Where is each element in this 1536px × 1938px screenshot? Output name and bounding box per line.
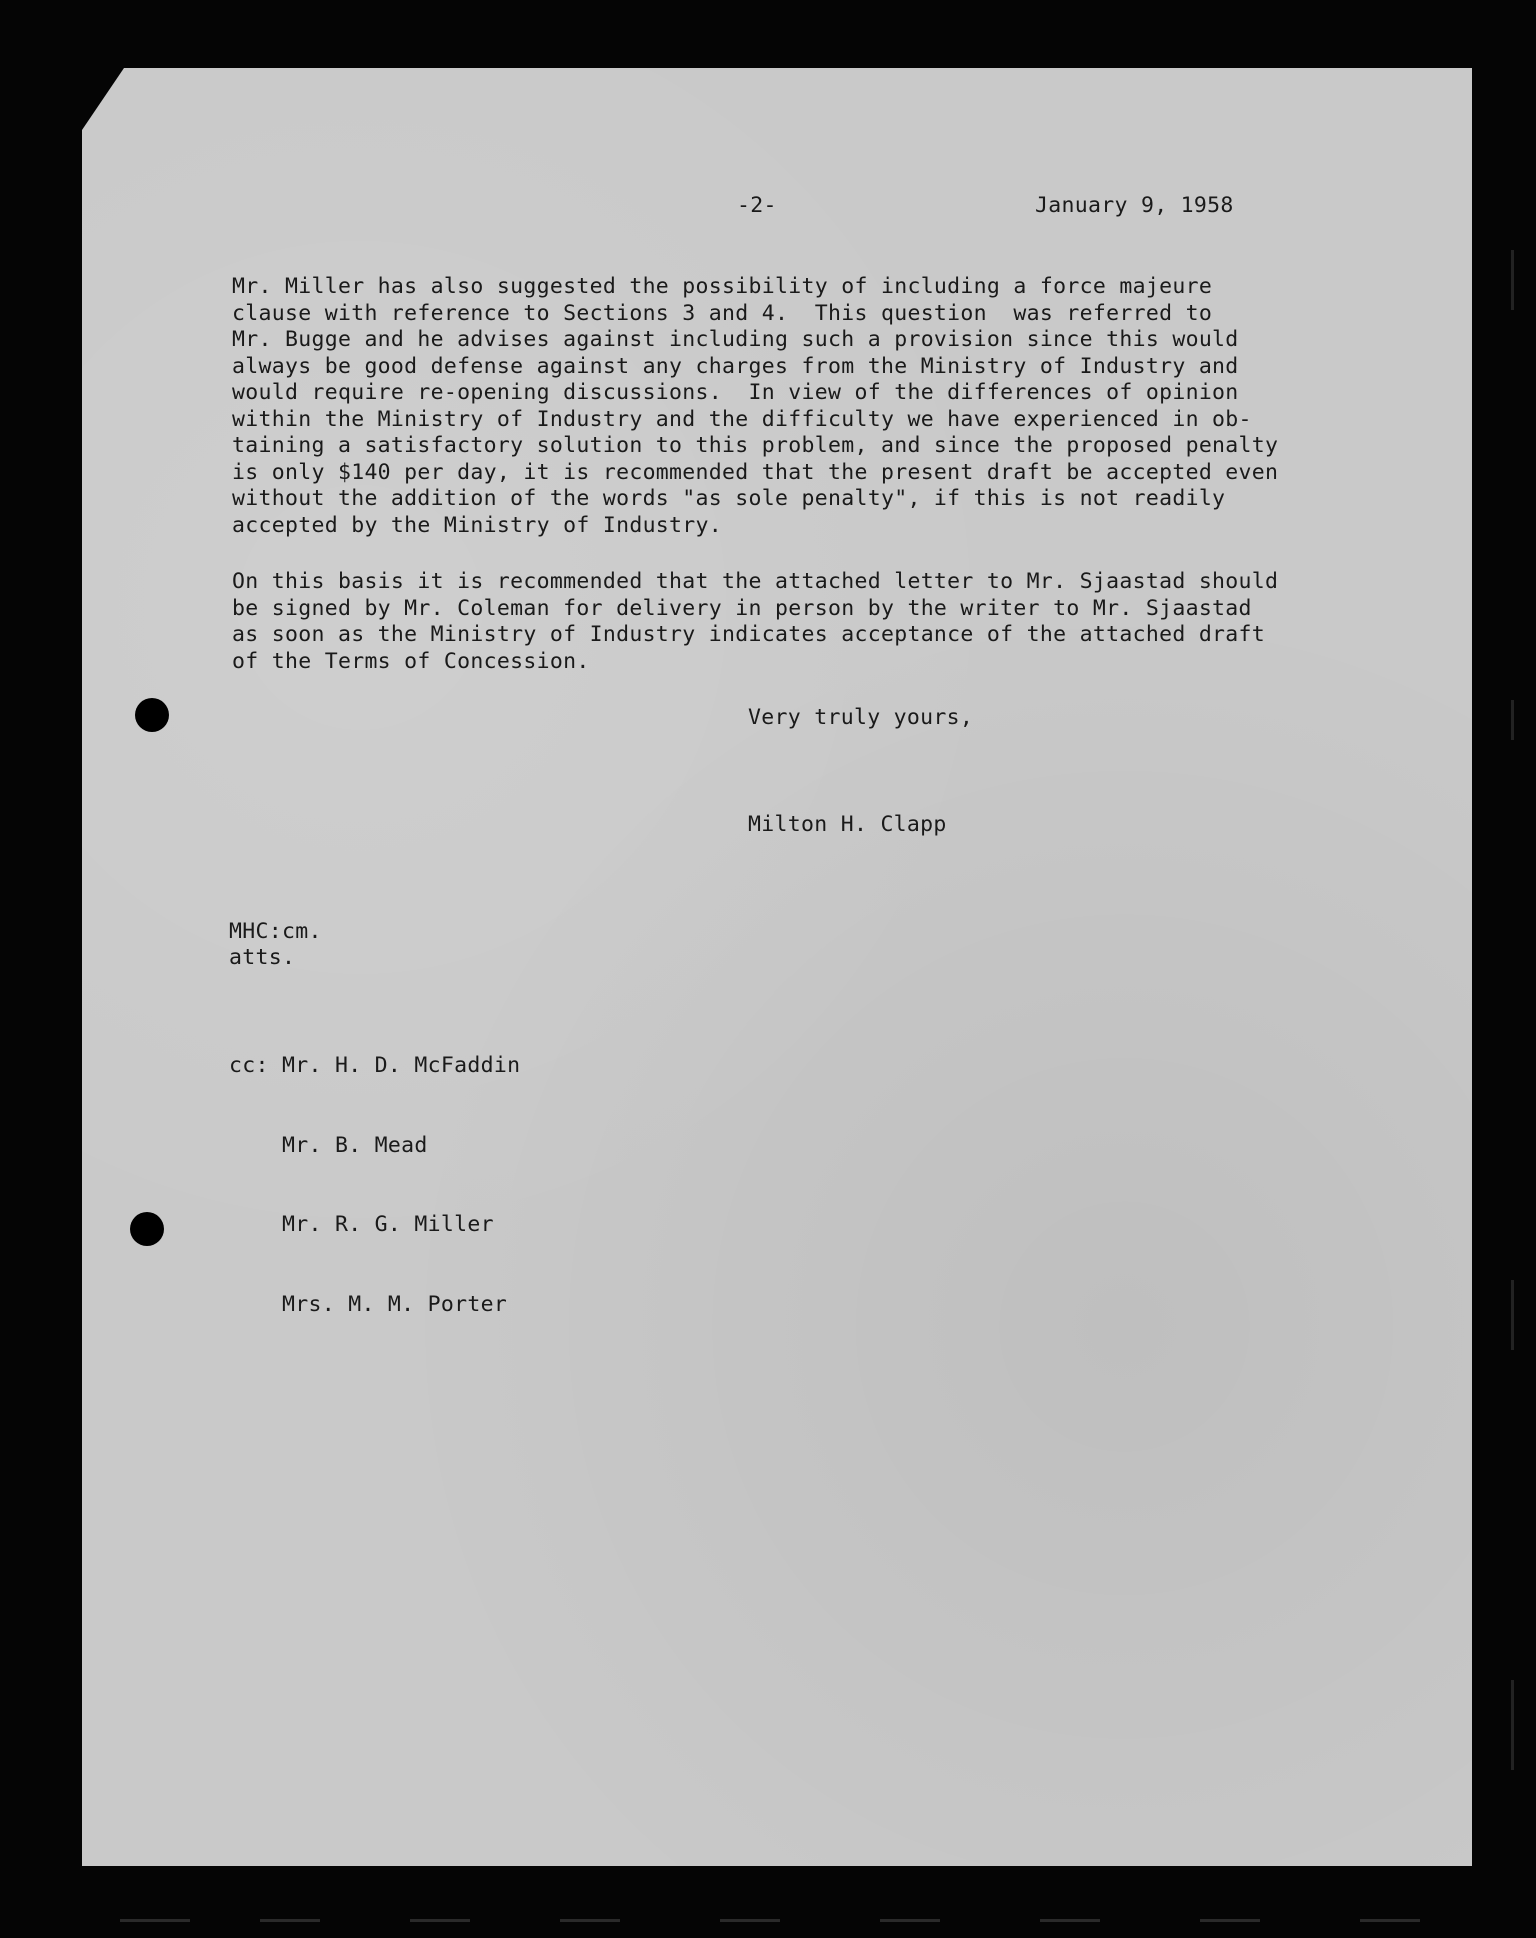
body-line: accepted by the Ministry of Industry. xyxy=(232,512,723,538)
body-line: as soon as the Ministry of Industry indicates acceptance of the attached draft xyxy=(232,622,1266,647)
cc-line: Mr. B. Mead xyxy=(229,1132,428,1158)
body-line: within the Ministry of Industry and the difficulty we have experienced in ob- xyxy=(232,406,1252,432)
body-line: Mr. Bugge and he advises against including such a provision since this would xyxy=(232,327,1239,352)
body-line: is only $140 per day, it is recommended that the present draft be accepted even xyxy=(232,459,1279,485)
body-line: clause with reference to Sections 3 and 4. This question was referred to xyxy=(232,300,1213,326)
film-edge-mark xyxy=(1040,1919,1100,1922)
binder-mark xyxy=(1511,1280,1514,1350)
body-line: taining a satisfactory solution to this problem, and since the proposed penalty xyxy=(232,433,1279,458)
body-line: be signed by Mr. Coleman for delivery in person by the writer to Mr. Sjaastad xyxy=(232,595,1252,621)
film-edge-mark xyxy=(720,1919,780,1922)
cc-list xyxy=(229,1000,520,1345)
film-edge-mark xyxy=(560,1919,620,1922)
body-line: of the Terms of Concession. xyxy=(232,648,590,674)
film-edge-mark xyxy=(1200,1919,1260,1922)
cc-line: cc: Mr. H. D. McFaddin xyxy=(229,1053,521,1078)
body-line: Mr. Miller has also suggested the possibility of including a force majeure xyxy=(232,274,1213,299)
body-line: would require re-opening discussions. In view of the differences of opinion xyxy=(232,380,1239,405)
page-number: -2- xyxy=(737,193,777,218)
cc-line: Mr. R. G. Miller xyxy=(229,1212,494,1237)
signer-name: Milton H. Clapp xyxy=(748,812,947,837)
film-edge-mark xyxy=(260,1919,320,1922)
binder-mark xyxy=(1511,1680,1514,1770)
film-edge-mark xyxy=(410,1919,470,1922)
enclosures-note: atts. xyxy=(229,945,296,970)
binder-mark xyxy=(1511,700,1514,740)
body-line: without the addition of the words "as sole penalty", if this is not readily xyxy=(232,486,1226,511)
body-line: always be good defense against any charges from the Ministry of Industry and xyxy=(232,353,1239,379)
punch-hole-bottom xyxy=(130,1212,164,1246)
reference-initials: MHC:cm. xyxy=(229,919,322,944)
closing-salutation: Very truly yours, xyxy=(748,705,974,730)
punch-hole-top xyxy=(135,698,169,732)
letter-date: January 9, 1958 xyxy=(1035,193,1234,218)
film-edge-mark xyxy=(1360,1919,1420,1922)
body-line: On this basis it is recommended that the attached letter to Mr. Sjaastad should xyxy=(232,569,1279,594)
film-edge-mark xyxy=(120,1919,190,1922)
binder-mark xyxy=(1511,250,1514,310)
film-edge-mark xyxy=(880,1919,940,1922)
cc-line: Mrs. M. M. Porter xyxy=(229,1291,508,1317)
